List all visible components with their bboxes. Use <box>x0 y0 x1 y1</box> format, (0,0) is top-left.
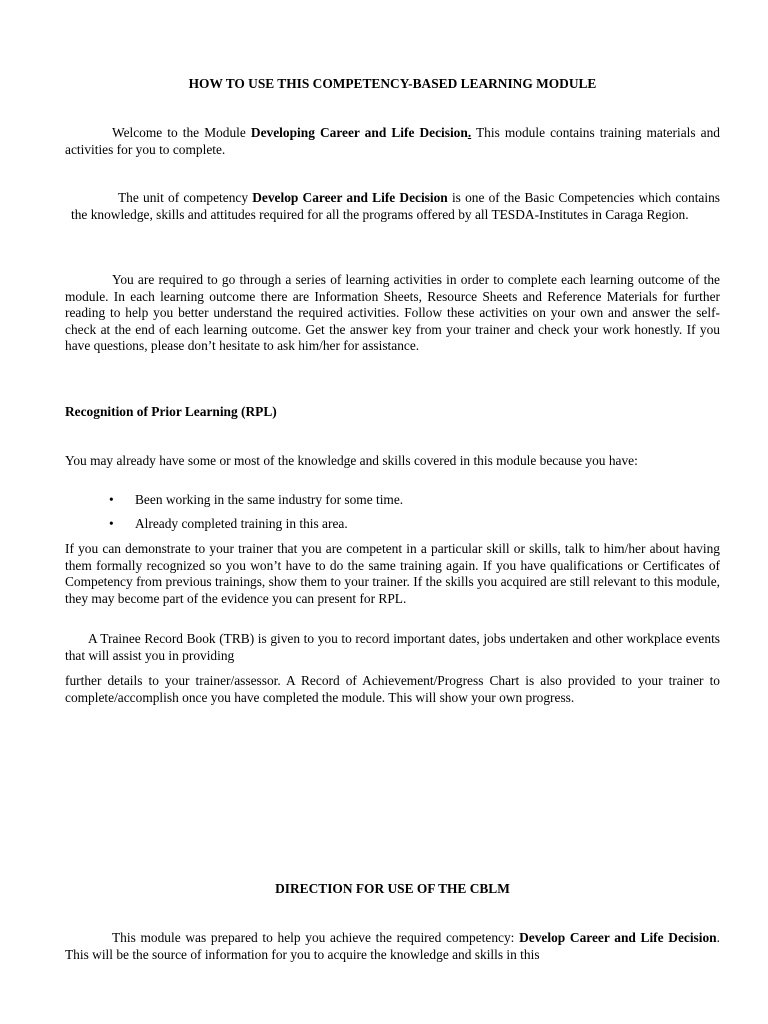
bullet-icon: • <box>109 516 114 531</box>
page-title: HOW TO USE THIS COMPETENCY-BASED LEARNING MODULE <box>188 76 597 91</box>
direction-paragraph <box>65 930 720 963</box>
direction-text: This module was prepared to help you achieve the required competency: <box>112 930 520 945</box>
rpl-heading: Recognition of Prior Learning (RPL) <box>65 404 277 419</box>
module-name-period: . <box>467 125 472 140</box>
rpl-intro-paragraph: You may already have some or most of the knowledge and skills covered in this module because you have: <box>65 453 638 468</box>
welcome-text-rest: This module contains training materials and activities for you to complete. <box>65 125 720 157</box>
unit-text: The unit of competency <box>118 190 253 205</box>
direction-heading: DIRECTION FOR USE OF THE CBLM <box>275 881 510 896</box>
unit-name: Develop Career and Life Decision <box>252 190 448 205</box>
competency-name: Develop Career and Life Decision <box>519 930 717 945</box>
activities-paragraph: You are required to go through a series of learning activities in order to complete each learning outcome of the module. In each learning outcome there are Information Sheets, Resource Sheets and Reference Materials for further reading to help you better understand the required activities. Follow these activities on your own and answer the self-check at the end of each learning outcome. Get the answer key from your trainer and check your work honestly. If you have questions, please don’t hesitate to ask him/her for assistance. <box>65 272 720 354</box>
rpl-details-paragraph: If you can demonstrate to your trainer that you are competent in a particular skill or skills, talk to him/her about having them formally recognized so you won’t have to do the same training again. If you have qualifications or Certificates of Competency from previous trainings, show them to your trainer. If the skills you acquired are still relevant to this module, they may become part of the evidence you can present for RPL. <box>65 541 720 606</box>
trb-paragraph: A Trainee Record Book (TRB) is given to you to record important dates, jobs undertaken and other workplace events that will assist you in providing <box>65 631 720 663</box>
welcome-paragraph <box>65 125 720 158</box>
unit-text-rest: is one of the Basic Competencies which contains the knowledge, skills and attitudes required for all the programs offered by all TESDA-Institutes in Caraga Region. <box>71 190 720 222</box>
direction-text-rest: . This will be the source of information for you to acquire the knowledge and skills in this <box>65 930 720 962</box>
bullet-icon: • <box>109 492 114 507</box>
unit-paragraph <box>71 190 720 223</box>
progress-paragraph: further details to your trainer/assessor. A Record of Achievement/Progress Chart is also provided to your trainer to complete/accomplish once you have completed the module. This will show your own progress. <box>65 673 720 705</box>
welcome-text: Welcome to the Module <box>112 125 251 140</box>
list-item-text: Been working in the same industry for some time. <box>135 492 404 507</box>
list-item <box>109 492 403 509</box>
list-item-text: Already completed training in this area. <box>135 516 348 531</box>
module-name: Developing Career and Life Decision <box>250 125 468 140</box>
list-item <box>109 516 348 533</box>
